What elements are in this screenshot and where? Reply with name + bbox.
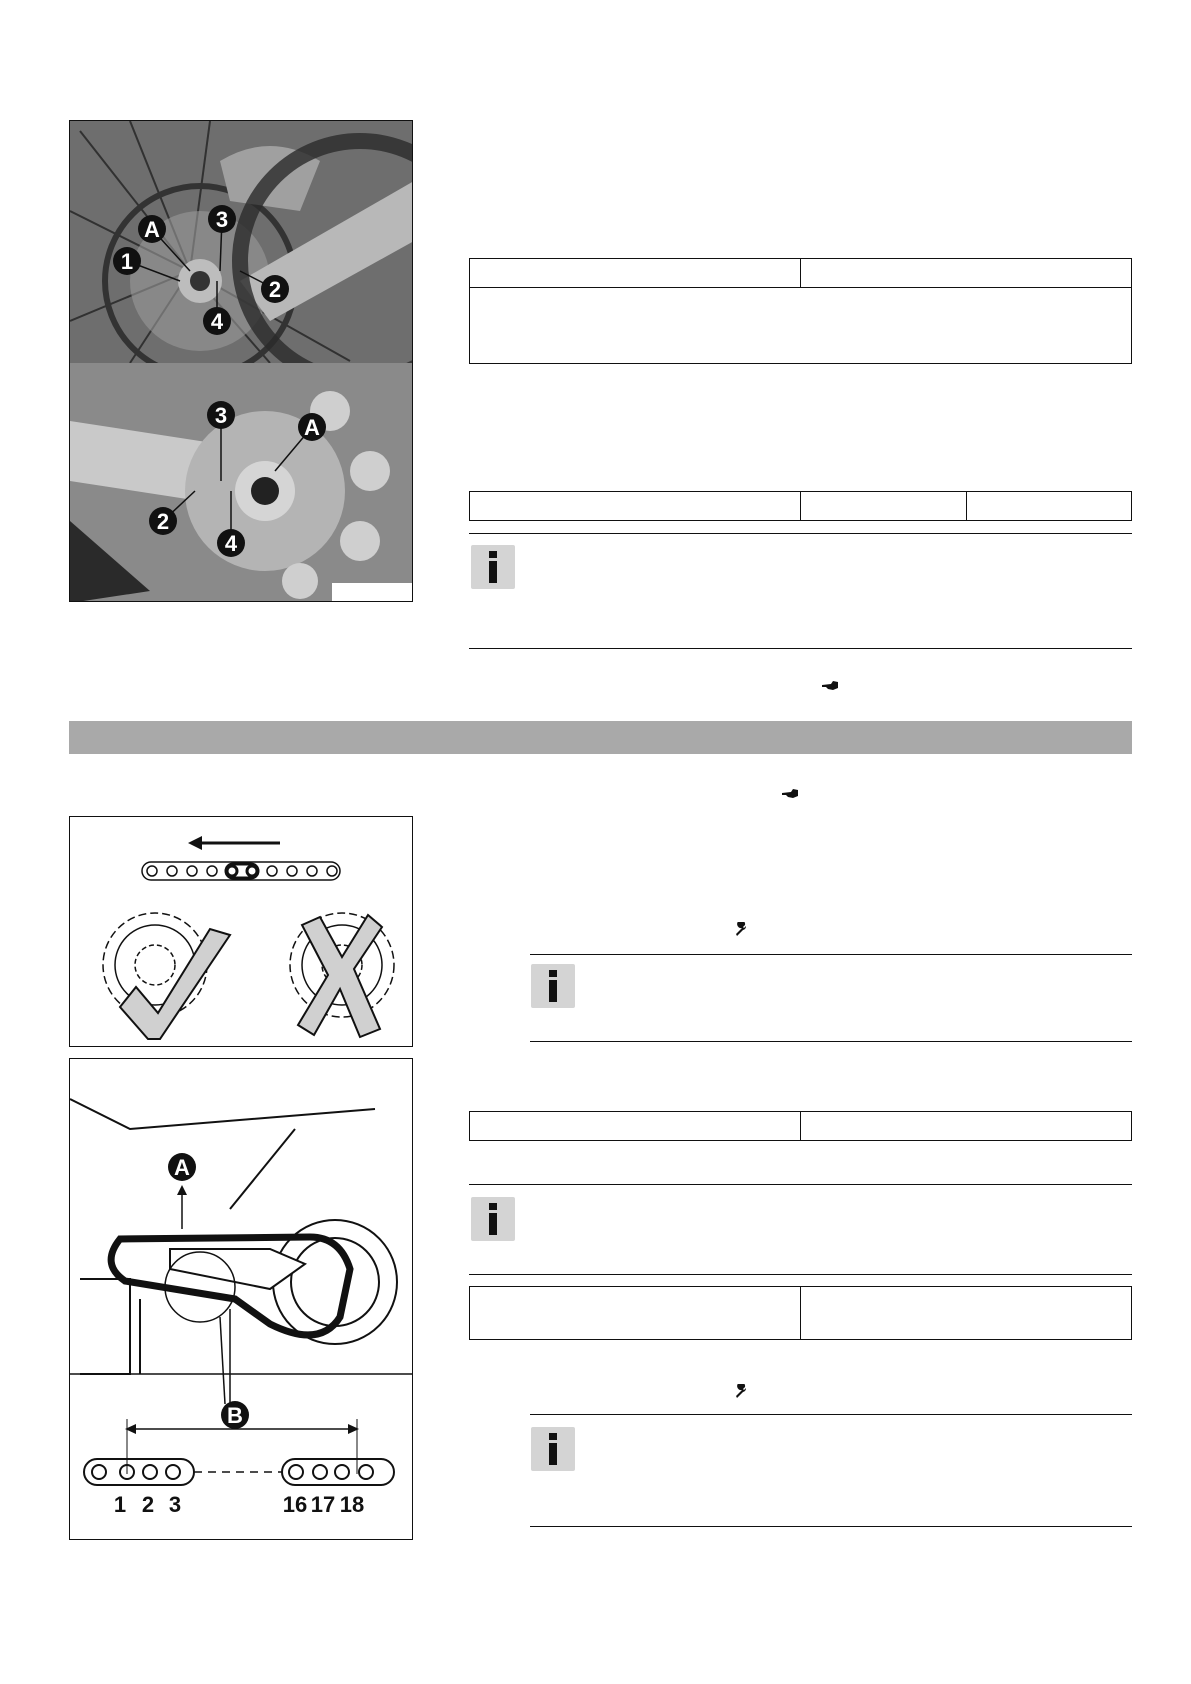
- note-rule-top-3: [469, 1184, 1132, 1185]
- note-rule-bottom-4: [530, 1526, 1132, 1527]
- roller-number: 2: [141, 1492, 155, 1517]
- chain-direction-diagram: [70, 817, 413, 1047]
- chain-adjuster-photo-figure: [69, 120, 413, 602]
- note-rule-bottom-3: [469, 1274, 1132, 1275]
- info-icon: [471, 1197, 515, 1241]
- chain-direction-figure: [69, 816, 413, 1047]
- note-rule-bottom-2: [530, 1041, 1132, 1042]
- roller-number: 17: [310, 1492, 336, 1517]
- note-rule-bottom-1: [469, 648, 1132, 649]
- chain-strip: [142, 862, 340, 880]
- wrench-icon: [735, 1384, 749, 1403]
- chain-adjuster-photo: [70, 121, 413, 602]
- svg-text:4: 4: [210, 309, 224, 334]
- note-rule-top-2: [530, 954, 1132, 955]
- svg-text:4: 4: [224, 531, 238, 556]
- chain-measurement-figure: [69, 1058, 413, 1540]
- pointing-hand-icon: [822, 679, 838, 697]
- svg-text:1: 1: [120, 249, 134, 274]
- info-icon: [471, 545, 515, 589]
- callout-a: [168, 1153, 196, 1229]
- spec-table-2: [469, 491, 1132, 521]
- roller-number: 3: [168, 1492, 182, 1517]
- svg-text:2: 2: [268, 277, 282, 302]
- chain-segment-right: [282, 1459, 394, 1485]
- svg-text:A: A: [174, 1155, 190, 1180]
- svg-text:A: A: [144, 217, 160, 242]
- svg-text:2: 2: [156, 509, 170, 534]
- svg-text:3: 3: [215, 207, 229, 232]
- note-rule-top-1: [469, 533, 1132, 534]
- svg-text:B: B: [227, 1403, 243, 1428]
- info-icon: [531, 1427, 575, 1471]
- section-header-bar: [69, 721, 1132, 754]
- chain-measurement-diagram: [70, 1059, 413, 1540]
- spec-table-3: [469, 1111, 1132, 1141]
- spec-table-1: [469, 258, 1132, 364]
- callout-b: [220, 1309, 249, 1429]
- chain-segment-left: [84, 1459, 194, 1485]
- roller-number: 18: [339, 1492, 365, 1517]
- spec-table-4: [469, 1286, 1132, 1340]
- svg-text:A: A: [304, 415, 320, 440]
- pointing-hand-icon: [782, 787, 798, 805]
- roller-number: 16: [282, 1492, 308, 1517]
- roller-number: 1: [113, 1492, 127, 1517]
- sprocket-correct: [103, 913, 230, 1039]
- sprocket-incorrect: [290, 913, 394, 1037]
- info-icon: [531, 964, 575, 1008]
- svg-text:3: 3: [214, 403, 228, 428]
- note-rule-top-4: [530, 1414, 1132, 1415]
- wrench-icon: [735, 922, 749, 941]
- travel-direction-arrow: [188, 836, 280, 850]
